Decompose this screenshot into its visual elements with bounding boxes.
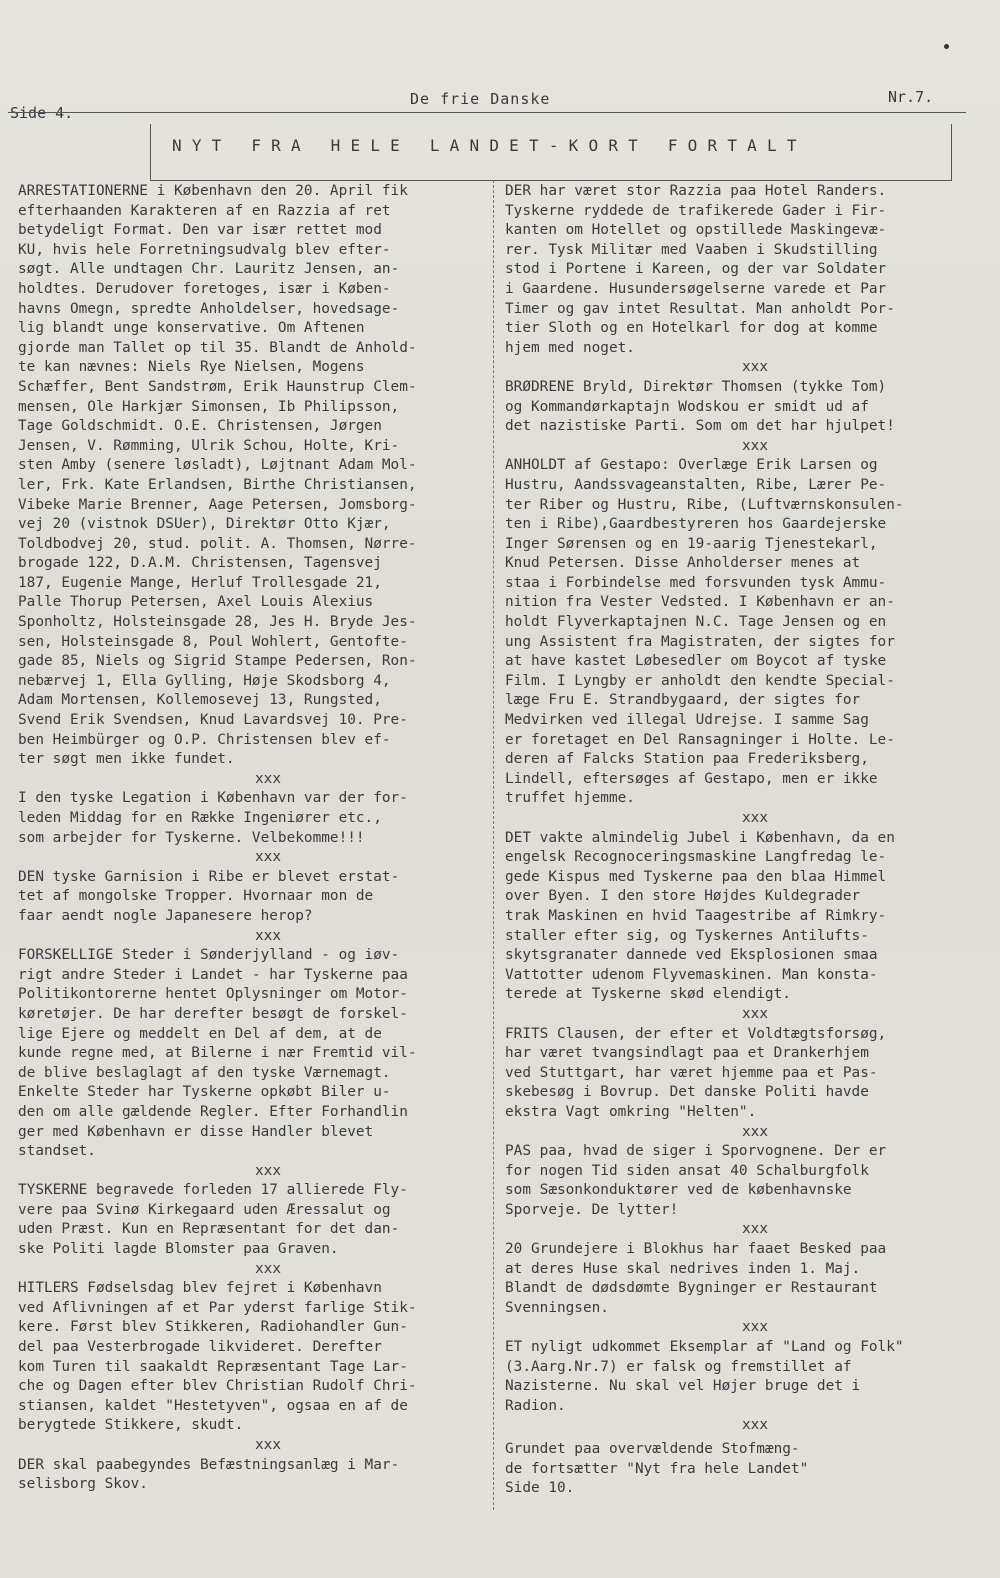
- news-item-legation: I den tyske Legation i København var der for- leden Middag for en Række Ingeniører etc., som arbejder for Tyskerne. Velbekomme!!!: [18, 790, 408, 846]
- continuation-note: Grundet paa overvældende Stofmæng- de fortsætter "Nyt fra hele Landet" Side 10.: [505, 1441, 809, 1497]
- right-column: [505, 182, 965, 1513]
- news-item-hitler-birthday: HITLERS Fødselsdag blev fejret i København ved Aflivningen af et Par yderst farlige Stik- kere. Først blev Stikkeren, Radiohandler Gun- del paa Vesterbrogade likvideret. Derefter kom Turen til saakaldt Repræsentant Tage Lar- che og Dagen efter blev Christian Rudolf Chri- stiansen, kaldet "Hestetyven", ogsaa en af de berygtede Stikkere, skudt.: [18, 1280, 417, 1434]
- separator: xxx: [742, 1005, 768, 1022]
- separator: xxx: [255, 1437, 281, 1453]
- header-rule: [8, 112, 966, 113]
- news-item-tramways: PAS paa, hvad de siger i Sporvognene. Der er for nogen Tid siden ansat 40 Schalburgfolk som Sæsonkonduktører ved de københavnske Sporveje. De lytter!: [505, 1143, 887, 1218]
- separator: xxx: [255, 1260, 281, 1277]
- section-title: NYT FRA HELE LANDET-KORT FORTALT: [172, 136, 807, 155]
- news-item-burial: TYSKERNE begravede forleden 17 allierede Fly- vere paa Svinø Kirkegaard uden Æressalut og uden Præst. Kun en Repræsentant for det dan- ske Politi lagde Blomster paa Graven.: [18, 1182, 408, 1258]
- page-number: Side 4.: [10, 104, 74, 122]
- news-item-recon-plane: DET vakte almindelig Jubel i København, da en engelsk Recognoceringsmaskine Langfredag le- gede Kispus med Tyskerne paa den blaa Himmel over Byen. I den store Højdes Kuldegrader trak Maskinen en hvid Taagestribe af Rimkry- staller efter sig, og Tyskernes Antilufts- skytsgranater dannede ved Eksplosionen smaa Vattotter udenom Flyvemaskinen. Man konsta- terede at Tyskerne skød elendigt.: [505, 829, 895, 1003]
- separator: xxx: [255, 927, 281, 944]
- newspaper-name: De frie Danske: [410, 90, 551, 108]
- separator: xxx: [742, 359, 768, 376]
- separator: xxx: [742, 1221, 768, 1238]
- separator: xxx: [255, 1162, 281, 1179]
- news-item-party: BRØDRENE Bryld, Direktør Thomsen (tykke Tom) og Kommandørkaptajn Wodskou er smidt ud af det nazistiske Parti. Som om det har hjulpet!: [505, 378, 895, 435]
- separator: xxx: [255, 849, 281, 866]
- news-item-gestapo-arrests: ANHOLDT af Gestapo: Overlæge Erik Larsen og Hustru, Aandssvageanstalten, Ribe, Lærer Pe- ter Riber og Hustru, Ribe, (Luftværnskonsulen- ten i Ribe),Gaardbestyreren hos Gaardejerske Inger Sørensen og en 19-aarig Tjenestekarl, Knud Petersen. Disse Anholderser menes at staa i Forbindelse med forsvunden tysk Ammu- nition fra Vester Vedsted. I København er an- holdt Flyverkaptajnen N.C. Tage Jensen og en ung Assistent fra Magistraten, der sigtes for at have kastet Løbesedler om Boycot af tyske Film. I Lyngby er anholdt den kendte Special- læge Fru E. Strandbygaard, der sigtes for Medvirken ved illegal Udrejse. I samme Sag er foretaget en Del Ransagninger i Holte. Le- deren af Falcks Station paa Frederiksberg, Lindell, eftersøges af Gestapo, men er ikke truffet hjemme.: [505, 457, 904, 807]
- issue-number: Nr.7.: [888, 88, 934, 106]
- news-item-vehicles: FORSKELLIGE Steder i Sønderjylland - og iøv- rigt andre Steder i Landet - har Tyskerne paa Politikontorerne hentet Oplysninger om Motor- køretøjer. De har derefter besøgt de forskel- lige Ejere og meddelt en Del af dem, at de kunde regne med, at Bilerne i nær Fremtid vil- de blive beslaglagt af den tyske Værnemagt. Enkelte Steder har Tyskerne opkøbt Biler u- den om alle gældende Regler. Efter Forhandlin ger med København er disse Handler blevet standset.: [18, 947, 417, 1160]
- separator: xxx: [742, 810, 768, 826]
- news-item-frits-clausen: FRITS Clausen, der efter et Voldtægtsforsøg, har været tvangsindlagt paa et Drankerhjem ved Stuttgart, har været hjemme paa et Pas- skebesøg i Bovrup. Det danske Politi havde ekstra Vagt omkring "Helten".: [505, 1025, 887, 1120]
- news-item-hotel-raid: DER har været stor Razzia paa Hotel Randers. Tyskerne ryddede de trafikerede Gader i Fir- kanten om Hotellet og opstillede Maskingevæ- rer. Tysk Militær med Vaaben i Skudstilling stod i Portene i Kareen, og der var Soldater i Gaardene. Husundersøgelserne varede et Par Timer og gav intet Resultat. Man anholdt Por- tier Sloth og en Hotelkarl for dog at komme hjem med noget.: [505, 183, 895, 356]
- separator: xxx: [255, 770, 281, 787]
- separator: xxx: [742, 1417, 768, 1434]
- separator: xxx: [742, 437, 768, 454]
- news-item-fortifications: DER skal paabegyndes Befæstningsanlæg i Mar- selisborg Skov.: [18, 1456, 400, 1493]
- news-item-fake-issue: ET nyligt udkommet Eksemplar af "Land og Folk" (3.Aarg.Nr.7) er falsk og fremstillet af Nazisterne. Nu skal vel Højer bruge det i Radion.: [505, 1339, 904, 1414]
- separator: xxx: [742, 1319, 768, 1336]
- news-item-blokhus: 20 Grundejere i Blokhus har faaet Besked paa at deres Huse skal nedrives inden 1. Maj. Blandt de dødsdømte Bygninger er Restaurant Svenningsen.: [505, 1241, 887, 1316]
- left-column: [18, 182, 488, 1495]
- ink-dot: [944, 44, 949, 49]
- news-item-garrison: DEN tyske Garnision i Ribe er blevet erstat- tet af mongolske Tropper. Hvornaar mon de faar aendt nogle Japanesere herop?: [18, 868, 400, 924]
- column-divider: [493, 180, 494, 1510]
- separator: xxx: [742, 1123, 768, 1140]
- news-item-arrests: ARRESTATIONERNE i København den 20. April fik efterhaanden Karakteren af en Razzia af ret betydeligt Format. Den var især rettet mod KU, hvis hele Forretningsudvalg blev efter- søgt. Alle undtagen Chr. Lauritz Jensen, an- holdtes. Derudover foretoges, især i Køben- havns Omegn, spredte Anholdelser, hovedsage- lig blandt unge konservative. Om Aftenen gjorde man Tallet op til 35. Blandt de Anhold- te kan nævnes: Niels Rye Nielsen, Mogens Schæffer, Bent Sandstrøm, Erik Haunstrup Clem- mensen, Ole Harkjær Simonsen, Ib Philipsson, Tage Goldschmidt. O.E. Christensen, Jørgen Jensen, V. Rømming, Ulrik Schou, Holte, Kri- sten Amby (senere løsladt), Løjtnant Adam Mol- ler, Frk. Kate Erlandsen, Birthe Christiansen, Vibeke Marie Brenner, Aage Petersen, Jomsborg- vej 20 (vistnok DSUer), Direktør Otto Kjær, Toldbodvej 20, stud. polit. A. Thomsen, Nørre- brogade 122, D.A.M. Christensen, Tagensvej 187, Eugenie Mange, Herluf Trollesgade 21, Palle Thorup Petersen, Axel Louis Alexius Sponholtz, Holsteinsgade 28, Jes H. Bryde Jes- sen, Holsteinsgade 8, Poul Wohlert, Gentofte- gade 85, Niels og Sigrid Stampe Pedersen, Ron- nebærvej 1, Ella Gylling, Høje Skodsborg 4, Adam Mortensen, Kollemosevej 13, Rungsted, Svend Erik Svendsen, Knud Lavardsvej 10. Pre- ben Heimbürger og O.P. Christensen blev ef- ter søgt men ikke fundet.: [18, 183, 417, 768]
